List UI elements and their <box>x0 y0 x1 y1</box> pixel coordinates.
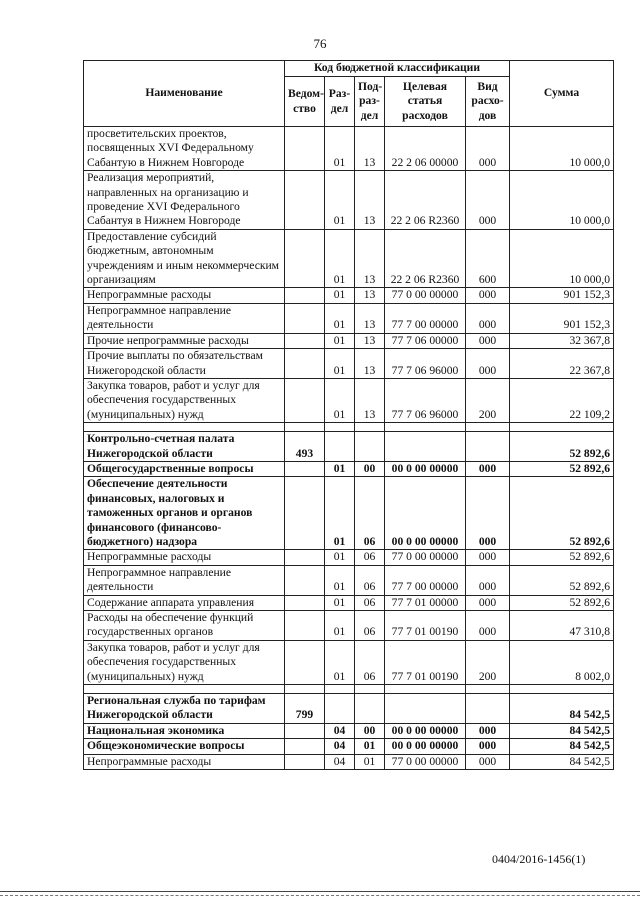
budget-table <box>83 60 614 770</box>
cell-celevaya-statya: 22 2 06 R2360 <box>385 229 466 288</box>
cell-summa: 52 892,6 <box>510 595 614 610</box>
cell-razdel: 01 <box>325 461 355 476</box>
cell-podrazdel: 13 <box>355 303 385 333</box>
table-row <box>84 349 614 379</box>
header-code-group: Код бюджетной классификации <box>285 61 510 77</box>
cell-name: Реализация мероприятий, направленных на организацию и проведение XVI Федерального Сабантуя в Нижнем Новгороде <box>84 171 285 230</box>
empty-cell <box>355 423 385 432</box>
cell-razdel: 01 <box>325 611 355 641</box>
empty-cell <box>285 423 325 432</box>
cell-celevaya-statya: 00 0 00 00000 <box>385 739 466 754</box>
cell-vedomstvo <box>285 723 325 738</box>
cell-podrazdel: 06 <box>355 611 385 641</box>
cell-vid-rashodov: 000 <box>466 754 510 769</box>
cell-celevaya-statya: 77 7 06 96000 <box>385 349 466 379</box>
cell-celevaya-statya: 77 0 00 00000 <box>385 288 466 303</box>
cell-vid-rashodov: 000 <box>466 611 510 641</box>
cell-vid-rashodov: 600 <box>466 229 510 288</box>
table-row <box>84 303 614 333</box>
header-razdel: Раз-дел <box>325 77 355 127</box>
cell-razdel: 01 <box>325 595 355 610</box>
cell-vid-rashodov: 000 <box>466 171 510 230</box>
cell-vid-rashodov: 000 <box>466 595 510 610</box>
cell-name: Непрограммные расходы <box>84 754 285 769</box>
cell-name: Непрограммное направление деятельности <box>84 303 285 333</box>
cell-vid-rashodov <box>466 694 510 724</box>
cell-vid-rashodov: 000 <box>466 477 510 550</box>
cell-razdel <box>325 694 355 724</box>
cell-summa: 84 542,5 <box>510 739 614 754</box>
cell-vid-rashodov: 000 <box>466 565 510 595</box>
cell-summa: 52 892,6 <box>510 432 614 462</box>
cell-vedomstvo <box>285 229 325 288</box>
cell-podrazdel: 13 <box>355 333 385 348</box>
cell-vid-rashodov: 000 <box>466 303 510 333</box>
cell-summa: 901 152,3 <box>510 303 614 333</box>
empty-cell <box>285 685 325 694</box>
table-row <box>84 333 614 348</box>
page-number: 76 <box>313 36 327 51</box>
cell-summa: 84 542,5 <box>510 754 614 769</box>
empty-cell <box>325 423 355 432</box>
cell-podrazdel <box>355 694 385 724</box>
table-row <box>84 461 614 476</box>
cell-summa: 10 000,0 <box>510 171 614 230</box>
cell-celevaya-statya: 77 7 00 00000 <box>385 565 466 595</box>
cell-summa: 52 892,6 <box>510 461 614 476</box>
cell-name: Закупка товаров, работ и услуг для обеспечения государственных (муниципальных) нужд <box>84 640 285 684</box>
cell-razdel: 01 <box>325 349 355 379</box>
cell-vid-rashodov: 200 <box>466 378 510 422</box>
bottom-rule-dashed <box>0 895 640 896</box>
table-row <box>84 477 614 550</box>
table-row <box>84 754 614 769</box>
cell-razdel: 04 <box>325 723 355 738</box>
table-row <box>84 640 614 684</box>
table-row <box>84 550 614 565</box>
cell-celevaya-statya: 00 0 00 00000 <box>385 477 466 550</box>
cell-celevaya-statya: 77 7 00 00000 <box>385 303 466 333</box>
cell-podrazdel: 06 <box>355 477 385 550</box>
cell-vid-rashodov: 000 <box>466 550 510 565</box>
table-body <box>84 127 614 770</box>
cell-summa: 10 000,0 <box>510 127 614 171</box>
cell-celevaya-statya: 00 0 00 00000 <box>385 723 466 738</box>
header-vid: Вид расхо-дов <box>466 77 510 127</box>
cell-razdel: 01 <box>325 127 355 171</box>
cell-name: Расходы на обеспечение функций государственных органов <box>84 611 285 641</box>
cell-vid-rashodov: 000 <box>466 288 510 303</box>
header-vedomstvo: Ведом-ство <box>285 77 325 127</box>
cell-podrazdel: 01 <box>355 739 385 754</box>
cell-summa: 52 892,6 <box>510 550 614 565</box>
cell-name: Прочие непрограммные расходы <box>84 333 285 348</box>
cell-podrazdel: 13 <box>355 288 385 303</box>
cell-razdel: 01 <box>325 229 355 288</box>
cell-celevaya-statya <box>385 694 466 724</box>
cell-podrazdel: 06 <box>355 595 385 610</box>
cell-name: Прочие выплаты по обязательствам Нижегородской области <box>84 349 285 379</box>
cell-name: Непрограммные расходы <box>84 288 285 303</box>
cell-name: Обеспечение деятельности финансовых, налоговых и таможенных органов и органов финансового (финансово-бюджетного) надзора <box>84 477 285 550</box>
cell-razdel <box>325 432 355 462</box>
cell-vedomstvo <box>285 303 325 333</box>
cell-vedomstvo <box>285 333 325 348</box>
cell-celevaya-statya: 77 7 01 00000 <box>385 595 466 610</box>
cell-vedomstvo <box>285 640 325 684</box>
cell-vedomstvo <box>285 349 325 379</box>
cell-summa: 22 109,2 <box>510 378 614 422</box>
cell-vedomstvo <box>285 754 325 769</box>
empty-cell <box>385 423 466 432</box>
table-row <box>84 378 614 422</box>
cell-podrazdel: 00 <box>355 723 385 738</box>
cell-razdel: 01 <box>325 378 355 422</box>
empty-cell <box>466 685 510 694</box>
cell-celevaya-statya: 77 7 01 00190 <box>385 640 466 684</box>
cell-celevaya-statya <box>385 432 466 462</box>
cell-vid-rashodov: 000 <box>466 333 510 348</box>
cell-name: Общегосударственные вопросы <box>84 461 285 476</box>
cell-celevaya-statya: 00 0 00 00000 <box>385 461 466 476</box>
cell-celevaya-statya: 77 7 01 00190 <box>385 611 466 641</box>
cell-celevaya-statya: 77 0 00 00000 <box>385 754 466 769</box>
cell-celevaya-statya: 77 0 00 00000 <box>385 550 466 565</box>
cell-summa: 52 892,6 <box>510 565 614 595</box>
header-podrazdel: Под-раз-дел <box>355 77 385 127</box>
cell-vid-rashodov <box>466 432 510 462</box>
cell-name: Непрограммное направление деятельности <box>84 565 285 595</box>
cell-vid-rashodov: 200 <box>466 640 510 684</box>
spacer-row <box>84 423 614 432</box>
cell-podrazdel: 06 <box>355 565 385 595</box>
table-row <box>84 739 614 754</box>
cell-vedomstvo <box>285 461 325 476</box>
cell-name: Общеэкономические вопросы <box>84 739 285 754</box>
cell-razdel: 01 <box>325 477 355 550</box>
cell-razdel: 01 <box>325 550 355 565</box>
cell-podrazdel: 13 <box>355 127 385 171</box>
cell-name: Непрограммные расходы <box>84 550 285 565</box>
cell-vedomstvo: 799 <box>285 694 325 724</box>
cell-razdel: 01 <box>325 640 355 684</box>
header-celevaya: Целевая статья расходов <box>385 77 466 127</box>
empty-cell <box>84 685 285 694</box>
cell-vedomstvo <box>285 550 325 565</box>
cell-vedomstvo <box>285 127 325 171</box>
cell-vedomstvo <box>285 611 325 641</box>
cell-vedomstvo <box>285 595 325 610</box>
cell-vedomstvo <box>285 477 325 550</box>
cell-podrazdel: 13 <box>355 378 385 422</box>
table-row <box>84 595 614 610</box>
cell-razdel: 01 <box>325 171 355 230</box>
table-row <box>84 288 614 303</box>
cell-podrazdel: 13 <box>355 171 385 230</box>
empty-cell <box>355 685 385 694</box>
cell-name: Содержание аппарата управления <box>84 595 285 610</box>
cell-podrazdel: 00 <box>355 461 385 476</box>
empty-cell <box>466 423 510 432</box>
cell-vedomstvo <box>285 739 325 754</box>
bottom-rule <box>0 891 640 892</box>
cell-vid-rashodov: 000 <box>466 739 510 754</box>
cell-name: просветительских проектов, посвященных XVI Федеральному Сабантую в Нижнем Новгороде <box>84 127 285 171</box>
cell-vid-rashodov: 000 <box>466 349 510 379</box>
cell-name: Предоставление субсидий бюджетным, автономным учреждениям и иным некоммерческим организациям <box>84 229 285 288</box>
cell-name: Контрольно-счетная палата Нижегородской области <box>84 432 285 462</box>
cell-vedomstvo <box>285 378 325 422</box>
table-row <box>84 127 614 171</box>
table-row <box>84 229 614 288</box>
cell-razdel: 01 <box>325 303 355 333</box>
document-code: 0404/2016-1456(1) <box>492 852 586 866</box>
cell-razdel: 01 <box>325 565 355 595</box>
cell-summa: 10 000,0 <box>510 229 614 288</box>
cell-razdel: 01 <box>325 288 355 303</box>
cell-vedomstvo <box>285 288 325 303</box>
cell-vedomstvo <box>285 565 325 595</box>
cell-podrazdel: 06 <box>355 550 385 565</box>
table-row <box>84 723 614 738</box>
cell-podrazdel: 01 <box>355 754 385 769</box>
cell-summa: 84 542,5 <box>510 694 614 724</box>
cell-razdel: 04 <box>325 754 355 769</box>
empty-cell <box>385 685 466 694</box>
empty-cell <box>510 685 614 694</box>
cell-vid-rashodov: 000 <box>466 127 510 171</box>
cell-name: Национальная экономика <box>84 723 285 738</box>
cell-vedomstvo <box>285 171 325 230</box>
cell-summa: 84 542,5 <box>510 723 614 738</box>
spacer-row <box>84 685 614 694</box>
empty-cell <box>84 423 285 432</box>
cell-vid-rashodov: 000 <box>466 461 510 476</box>
header-name: Наименование <box>84 61 285 127</box>
table-row <box>84 694 614 724</box>
cell-summa: 901 152,3 <box>510 288 614 303</box>
cell-vid-rashodov: 000 <box>466 723 510 738</box>
cell-podrazdel: 06 <box>355 640 385 684</box>
cell-summa: 47 310,8 <box>510 611 614 641</box>
cell-podrazdel <box>355 432 385 462</box>
cell-name: Региональная служба по тарифам Нижегородской области <box>84 694 285 724</box>
cell-summa: 52 892,6 <box>510 477 614 550</box>
table-row <box>84 171 614 230</box>
empty-cell <box>325 685 355 694</box>
cell-summa: 32 367,8 <box>510 333 614 348</box>
cell-vedomstvo: 493 <box>285 432 325 462</box>
cell-podrazdel: 13 <box>355 229 385 288</box>
cell-summa: 8 002,0 <box>510 640 614 684</box>
header-sum: Сумма <box>510 61 614 127</box>
table-row <box>84 432 614 462</box>
cell-celevaya-statya: 22 2 06 R2360 <box>385 171 466 230</box>
cell-celevaya-statya: 22 2 06 00000 <box>385 127 466 171</box>
cell-celevaya-statya: 77 7 06 96000 <box>385 378 466 422</box>
cell-podrazdel: 13 <box>355 349 385 379</box>
table-row <box>84 565 614 595</box>
cell-razdel: 04 <box>325 739 355 754</box>
cell-summa: 22 367,8 <box>510 349 614 379</box>
cell-name: Закупка товаров, работ и услуг для обеспечения государственных (муниципальных) нужд <box>84 378 285 422</box>
cell-celevaya-statya: 77 7 06 00000 <box>385 333 466 348</box>
empty-cell <box>510 423 614 432</box>
table-row <box>84 611 614 641</box>
cell-razdel: 01 <box>325 333 355 348</box>
